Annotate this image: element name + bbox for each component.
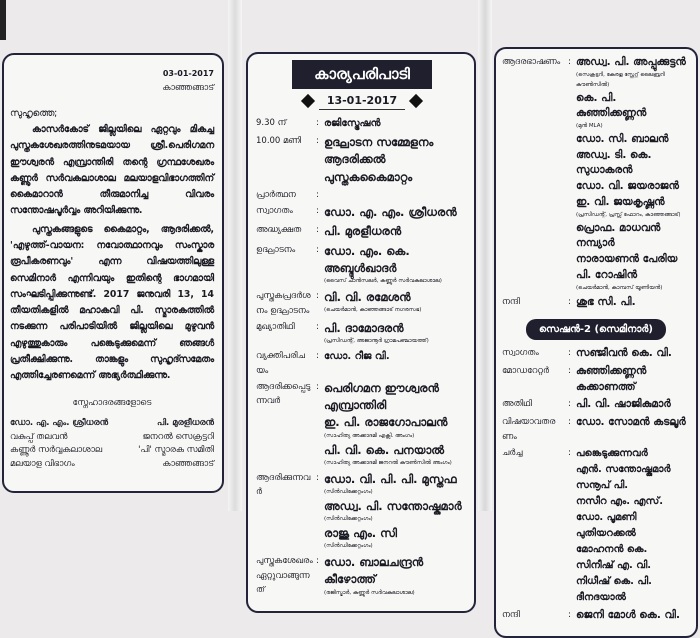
panelist: പങ്കെടുക്കുന്നവർ	[576, 448, 648, 460]
person-note: (സിൻഡിക്കേറ്റംഗം)	[324, 543, 373, 550]
value-text: ഡോ. റീജ വി.	[324, 351, 390, 363]
value-text: ജെനി മോൾ കെ. വി.	[576, 609, 680, 622]
person-name: ഡോ. വി. പി. പി. മുസ്തഫ	[324, 471, 457, 486]
row-value	[576, 346, 690, 362]
row-value	[576, 446, 690, 606]
person-name: പ്രൊഫ. മാധവൻ നമ്പ്യാർ	[576, 221, 661, 250]
programme-row	[502, 55, 690, 293]
felicitation-speaker	[576, 268, 690, 294]
felicitation-speaker	[576, 179, 690, 195]
felicitation-speaker	[576, 132, 690, 148]
programme-row	[502, 295, 690, 311]
colon: :	[316, 381, 319, 392]
programme-row	[256, 134, 468, 186]
row-label: നന്ദി	[502, 297, 520, 308]
programme-row	[256, 204, 468, 221]
row-label: 10.00 മണി	[256, 136, 302, 146]
programme-row	[256, 471, 468, 552]
paragraph-1: കാസർകോട് ജില്ലയിലെ ഏറ്റവും മികച്ച പുസ്തകശേഖരത്തിനുടമയായ ശ്രീ.പെരിഗമന ഈശ്വരൻ എമ്പ്രാന്തിരി തന്റെ ഗ്രന്ഥശേഖരം കണ്ണൂർ സർവകലാശാല മലയാളവിഭാഗത്തിന് കൈമാറാൻ തീരുമാനിച്ച വിവരം സന്തോഷപൂർവ്വം അറിയിക്കുന്നു.	[10, 124, 214, 217]
colon: :	[316, 189, 319, 200]
programme-rows	[256, 116, 468, 599]
row-value	[576, 415, 690, 431]
colon: :	[568, 417, 571, 428]
signatory-name: ഡോ. എ. എം. ശ്രീധരൻ	[10, 418, 109, 429]
row-value	[576, 364, 690, 396]
row-label: മുഖ്യാതിഥി	[256, 321, 295, 332]
row-value	[576, 55, 690, 293]
felicitation-speaker	[576, 252, 690, 268]
session-2-title: സെഷൻ-2 (സെമിനാർ)	[526, 319, 666, 340]
person-name: ഡോ. സി. ബാലൻ	[576, 132, 669, 145]
person-note: (മുൻ MLA)	[576, 123, 603, 130]
value-line: ആദരിക്കൽ	[324, 152, 386, 167]
row-label: വിഷയാവതരണം	[502, 417, 556, 442]
programme-date-row	[256, 93, 468, 111]
value-note: (പ്രസിഡന്റ്, അജാനൂർ ഗ്രാമപഞ്ചായത്ത്)	[324, 338, 429, 345]
row-label: ഉദ്ഘാടനം	[256, 244, 296, 255]
person-name: അഡ്വ. ടി. കെ. സുധാകരൻ	[576, 148, 652, 177]
signatory-title: ജനറൽ സെക്രട്ടറി	[142, 431, 214, 442]
paragraph-2: പുസ്തകങ്ങളുടെ കൈമാറ്റം, ആദരിക്കൽ, 'എഴുത്ത്-വായന: നവോത്ഥാനവും സംസ്കാര രൂപീകരണവും' എന്ന വിഷയത്തിലുള്ള സെമിനാർ എന്നിവയും ഇതിന്റെ ഭാഗമായി സംഘടിപ്പിക്കുന്നുണ്ട്. 2017 ജനുവരി 13, 14 തീയതികളിൽ മഹാകവി പി. സ്മാരകത്തിൽ നടക്കുന്ന പരിപാടിയിൽ ജില്ലയിലെ മുഴുവൻ എഴുത്തുകാരും പങ്കെടുക്കുമെന്ന് ഞങ്ങൾ പ്രതീക്ഷിക്കുന്നു. താങ്കളും സുഹൃദ്സമേതം എത്തിച്ചേരണമെന്ന് അഭ്യർത്ഥിക്കുന്നു.	[10, 223, 214, 382]
row-value	[324, 471, 468, 552]
honouring-person	[324, 498, 468, 525]
person-note: (സിൻഡിക്കേറ്റംഗം)	[324, 489, 373, 495]
value-note: (വൈസ് ചാൻസലർ, കണ്ണൂർ സർവകലാശാല)	[324, 278, 442, 285]
programme-row	[256, 320, 468, 347]
felicitation-speaker	[576, 221, 690, 253]
programme-row	[502, 415, 690, 444]
person-name: അഡ്വ. പി. അപ്പുക്കുട്ടൻ	[576, 56, 686, 68]
value-note: (ചെയർമാൻ, കാഞ്ഞങ്ങാട് നഗരസഭ)	[324, 307, 422, 314]
invitation-letter	[2, 53, 224, 493]
diamond-icon	[409, 94, 423, 108]
honouring-person	[324, 471, 468, 498]
colon: :	[568, 365, 571, 376]
programme-row	[502, 446, 690, 606]
value-text: പി. വി. ഷാജികുമാർ	[576, 398, 671, 411]
programme-row	[256, 243, 468, 287]
row-label: ആദരിക്കപ്പെടുന്നവർ	[256, 381, 311, 407]
colon: :	[316, 472, 319, 483]
row-value	[324, 380, 468, 469]
diamond-icon	[301, 94, 315, 108]
panelist: നിധീഷ് കെ. പി.	[576, 576, 652, 588]
letter-place: കാഞ്ഞങ്ങാട്	[162, 83, 214, 93]
value-text: വി. വി. രമേശൻ	[324, 290, 411, 305]
programme-row	[256, 116, 468, 132]
felicitation-speaker	[576, 195, 690, 221]
row-label: പുസ്തകപ്രദർശനം ഉദ്ഘാടനം	[256, 291, 311, 316]
signatory-org: 'പി' സ്മാരക സമിതി	[138, 445, 214, 456]
programme-row	[502, 608, 690, 624]
row-value	[576, 608, 690, 624]
person-note: (സാഹിത്യ അക്കാദമി ജനറൽ കൗൺസിൽ അംഗം)	[324, 459, 452, 466]
signature-right	[138, 417, 214, 471]
person-note: (സാഹിത്യ അക്കാദമി എക്സി. അംഗം)	[324, 432, 415, 439]
panelist: സിനീഷ് എ. വി.	[576, 560, 652, 572]
panelist: നസീറ എം. എസ്.	[576, 496, 664, 508]
row-label: പുസ്തകശേഖരം ഏറ്റുവാങ്ങുന്നത്	[256, 556, 313, 596]
programme-row	[502, 364, 690, 396]
person-name: ഡോ. വി. ജയരാജൻ	[576, 180, 679, 193]
row-value	[324, 289, 468, 316]
row-value	[324, 223, 468, 240]
row-label: സ്വാഗതം	[502, 348, 539, 359]
row-label: നന്ദി	[502, 610, 520, 621]
row-value	[324, 320, 468, 347]
row-value	[324, 134, 468, 186]
value-text: പി. മുരളീധരൻ	[324, 224, 402, 239]
signatory-name: പി. മുരളീധരൻ	[156, 418, 214, 429]
colon: :	[316, 225, 319, 236]
signatory-dept: മലയാള വിഭാഗം	[10, 459, 75, 470]
row-value	[324, 554, 468, 598]
value-text: ഡോ. എ. എം. ശ്രീധരൻ	[324, 205, 457, 220]
signature-left	[10, 417, 108, 471]
row-label: ആദരഭാഷണം	[502, 57, 561, 67]
programme-panel	[246, 52, 476, 613]
person-note: (ചെയർമാൻ, കാമ്പസ് യൂണിയൻ)	[576, 284, 663, 291]
person-name: ഇ. പി. രാജഗോപാലൻ	[324, 415, 448, 430]
programme-row	[256, 554, 468, 598]
panelist: ദീനദയാൽ	[576, 592, 626, 604]
programme-row	[256, 188, 468, 202]
felicitation-speaker	[576, 91, 690, 132]
letter-date: 03-01-2017	[162, 69, 214, 78]
row-value	[324, 243, 468, 287]
value-text: സഞ്ജീവൻ കെ. വി.	[576, 347, 672, 360]
programme-row	[256, 289, 468, 318]
colon: :	[316, 321, 319, 332]
person-name: രാജു എം. സി	[324, 526, 397, 541]
programme-row	[502, 346, 690, 362]
colon: :	[316, 136, 319, 146]
honouring-person	[324, 525, 468, 552]
colon: :	[316, 351, 319, 362]
row-label: ചർച്ച	[502, 448, 523, 459]
panelist: സനൂപ് പി.	[576, 480, 629, 492]
programme-row	[256, 380, 468, 469]
value-line: പുസ്തകകൈമാറ്റം	[324, 169, 413, 184]
value-text: രജിസ്ട്രേഷൻ	[324, 118, 381, 129]
value-text: ശുഭ സി. പി.	[576, 296, 636, 309]
row-label: 9.30 ന്	[256, 118, 287, 128]
value-text: ഡോ. എം. കെ. അബ്ദുൾഖാദർ	[324, 243, 410, 275]
person-name: ഡോ. ബാലചന്ദ്രൻ കീഴോത്ത്	[324, 555, 424, 587]
row-value	[576, 295, 690, 311]
person-name: പി. വി. കെ. പനയാൽ	[324, 442, 445, 457]
person-note: (രജിസ്ട്രാർ, കണ്ണൂർ സർവകലാശാല)	[324, 589, 415, 596]
person-note: (പ്രസിഡന്റ്, പ്രസ്സ് ഫോറം, കാഞ്ഞങ്ങാട്)	[576, 211, 681, 218]
fold-line	[478, 0, 492, 511]
colon: :	[568, 610, 571, 621]
person-name: ഇ. വി. ജയകൃഷ്ണൻ	[576, 195, 665, 208]
signatory-place: കാഞ്ഞങ്ങാട്	[162, 459, 214, 470]
colon: :	[568, 297, 571, 308]
panelist: മോഹനൻ കെ.	[576, 544, 648, 556]
person-note: (സെക്രട്ടറി, കേരള സ്റ്റേറ്റ് ലൈബ്രറി കൗൺസിൽ)	[576, 71, 665, 88]
person-name: പി. റോഷിൻ	[576, 268, 638, 281]
programme-title: കാര്യപരിപാടി	[292, 60, 432, 89]
value-text: പി. ദാമോദരൻ	[324, 320, 404, 335]
programme-row	[502, 397, 690, 413]
fold-line	[228, 0, 242, 511]
colon: :	[316, 118, 319, 128]
colon: :	[568, 57, 571, 67]
row-value	[324, 116, 468, 132]
row-value	[576, 397, 690, 413]
colon: :	[568, 399, 571, 410]
person-name: പെരിഗമന ഈശ്വരൻ എമ്പ്രാന്തിരി	[324, 380, 439, 413]
row-label: വ്യക്തിപരിചയം	[256, 351, 305, 376]
value-text: ഡോ. സോമൻ കടലൂർ	[576, 416, 686, 429]
felicitation-speaker	[576, 148, 690, 180]
person-name: കെ. പി. കുഞ്ഞിക്കണ്ണൻ	[576, 91, 647, 120]
colon: :	[568, 348, 571, 359]
colon: :	[316, 206, 319, 217]
row-label: അതിഥി	[502, 399, 533, 410]
colon: :	[316, 291, 319, 302]
value-text: ഉദ്ഘാടന സമ്മേളനം	[324, 135, 434, 149]
signatures	[10, 417, 214, 471]
scan-edge	[0, 0, 6, 40]
honoured-person	[324, 442, 468, 469]
colon: :	[316, 556, 319, 567]
signatory-title: വകുപ്പ് തലവൻ	[10, 431, 68, 442]
programme-row	[256, 349, 468, 378]
person-note: (സിൻഡിക്കേറ്റംഗം)	[324, 516, 373, 523]
honoured-person	[324, 414, 468, 441]
programme-continued-rows	[502, 55, 690, 624]
row-label: പ്രാർത്ഥന	[256, 189, 296, 200]
panelist: എൻ. സന്തോഷ്കുമാർ	[576, 464, 671, 476]
honoured-person	[324, 380, 468, 415]
panelist: ഡോ. പൂമണി പുതിയറക്കൽ	[576, 512, 637, 540]
greeting: സുഹൃത്തെ;	[10, 107, 58, 119]
row-label: ആദരിക്കുന്നവർ	[256, 472, 311, 498]
row-value	[324, 204, 468, 221]
row-label: മോഡറേറ്റർ	[502, 365, 549, 376]
row-label: സ്വാഗതം	[256, 206, 293, 217]
programme-continued-panel	[494, 47, 698, 638]
closing: സ്നേഹാദരങ്ങളോടെ	[72, 398, 152, 409]
signatory-org: കണ്ണൂർ സർവ്വകലാശാല	[10, 445, 103, 456]
programme-date: 13-01-2017	[319, 93, 405, 111]
row-label: അദ്ധ്യക്ഷത	[256, 225, 302, 236]
colon: :	[568, 448, 571, 459]
person-name: നാരായണൻ പേരിയ	[576, 253, 678, 266]
row-value	[324, 349, 468, 365]
felicitation-speaker	[576, 55, 690, 91]
person-name: അഡ്വ. പി. സന്തോഷ്കുമാർ	[324, 498, 462, 513]
value-text: കുഞ്ഞിക്കണ്ണൻ കക്കാണത്ത്	[576, 364, 647, 393]
colon: :	[316, 244, 319, 255]
programme-row	[256, 223, 468, 240]
